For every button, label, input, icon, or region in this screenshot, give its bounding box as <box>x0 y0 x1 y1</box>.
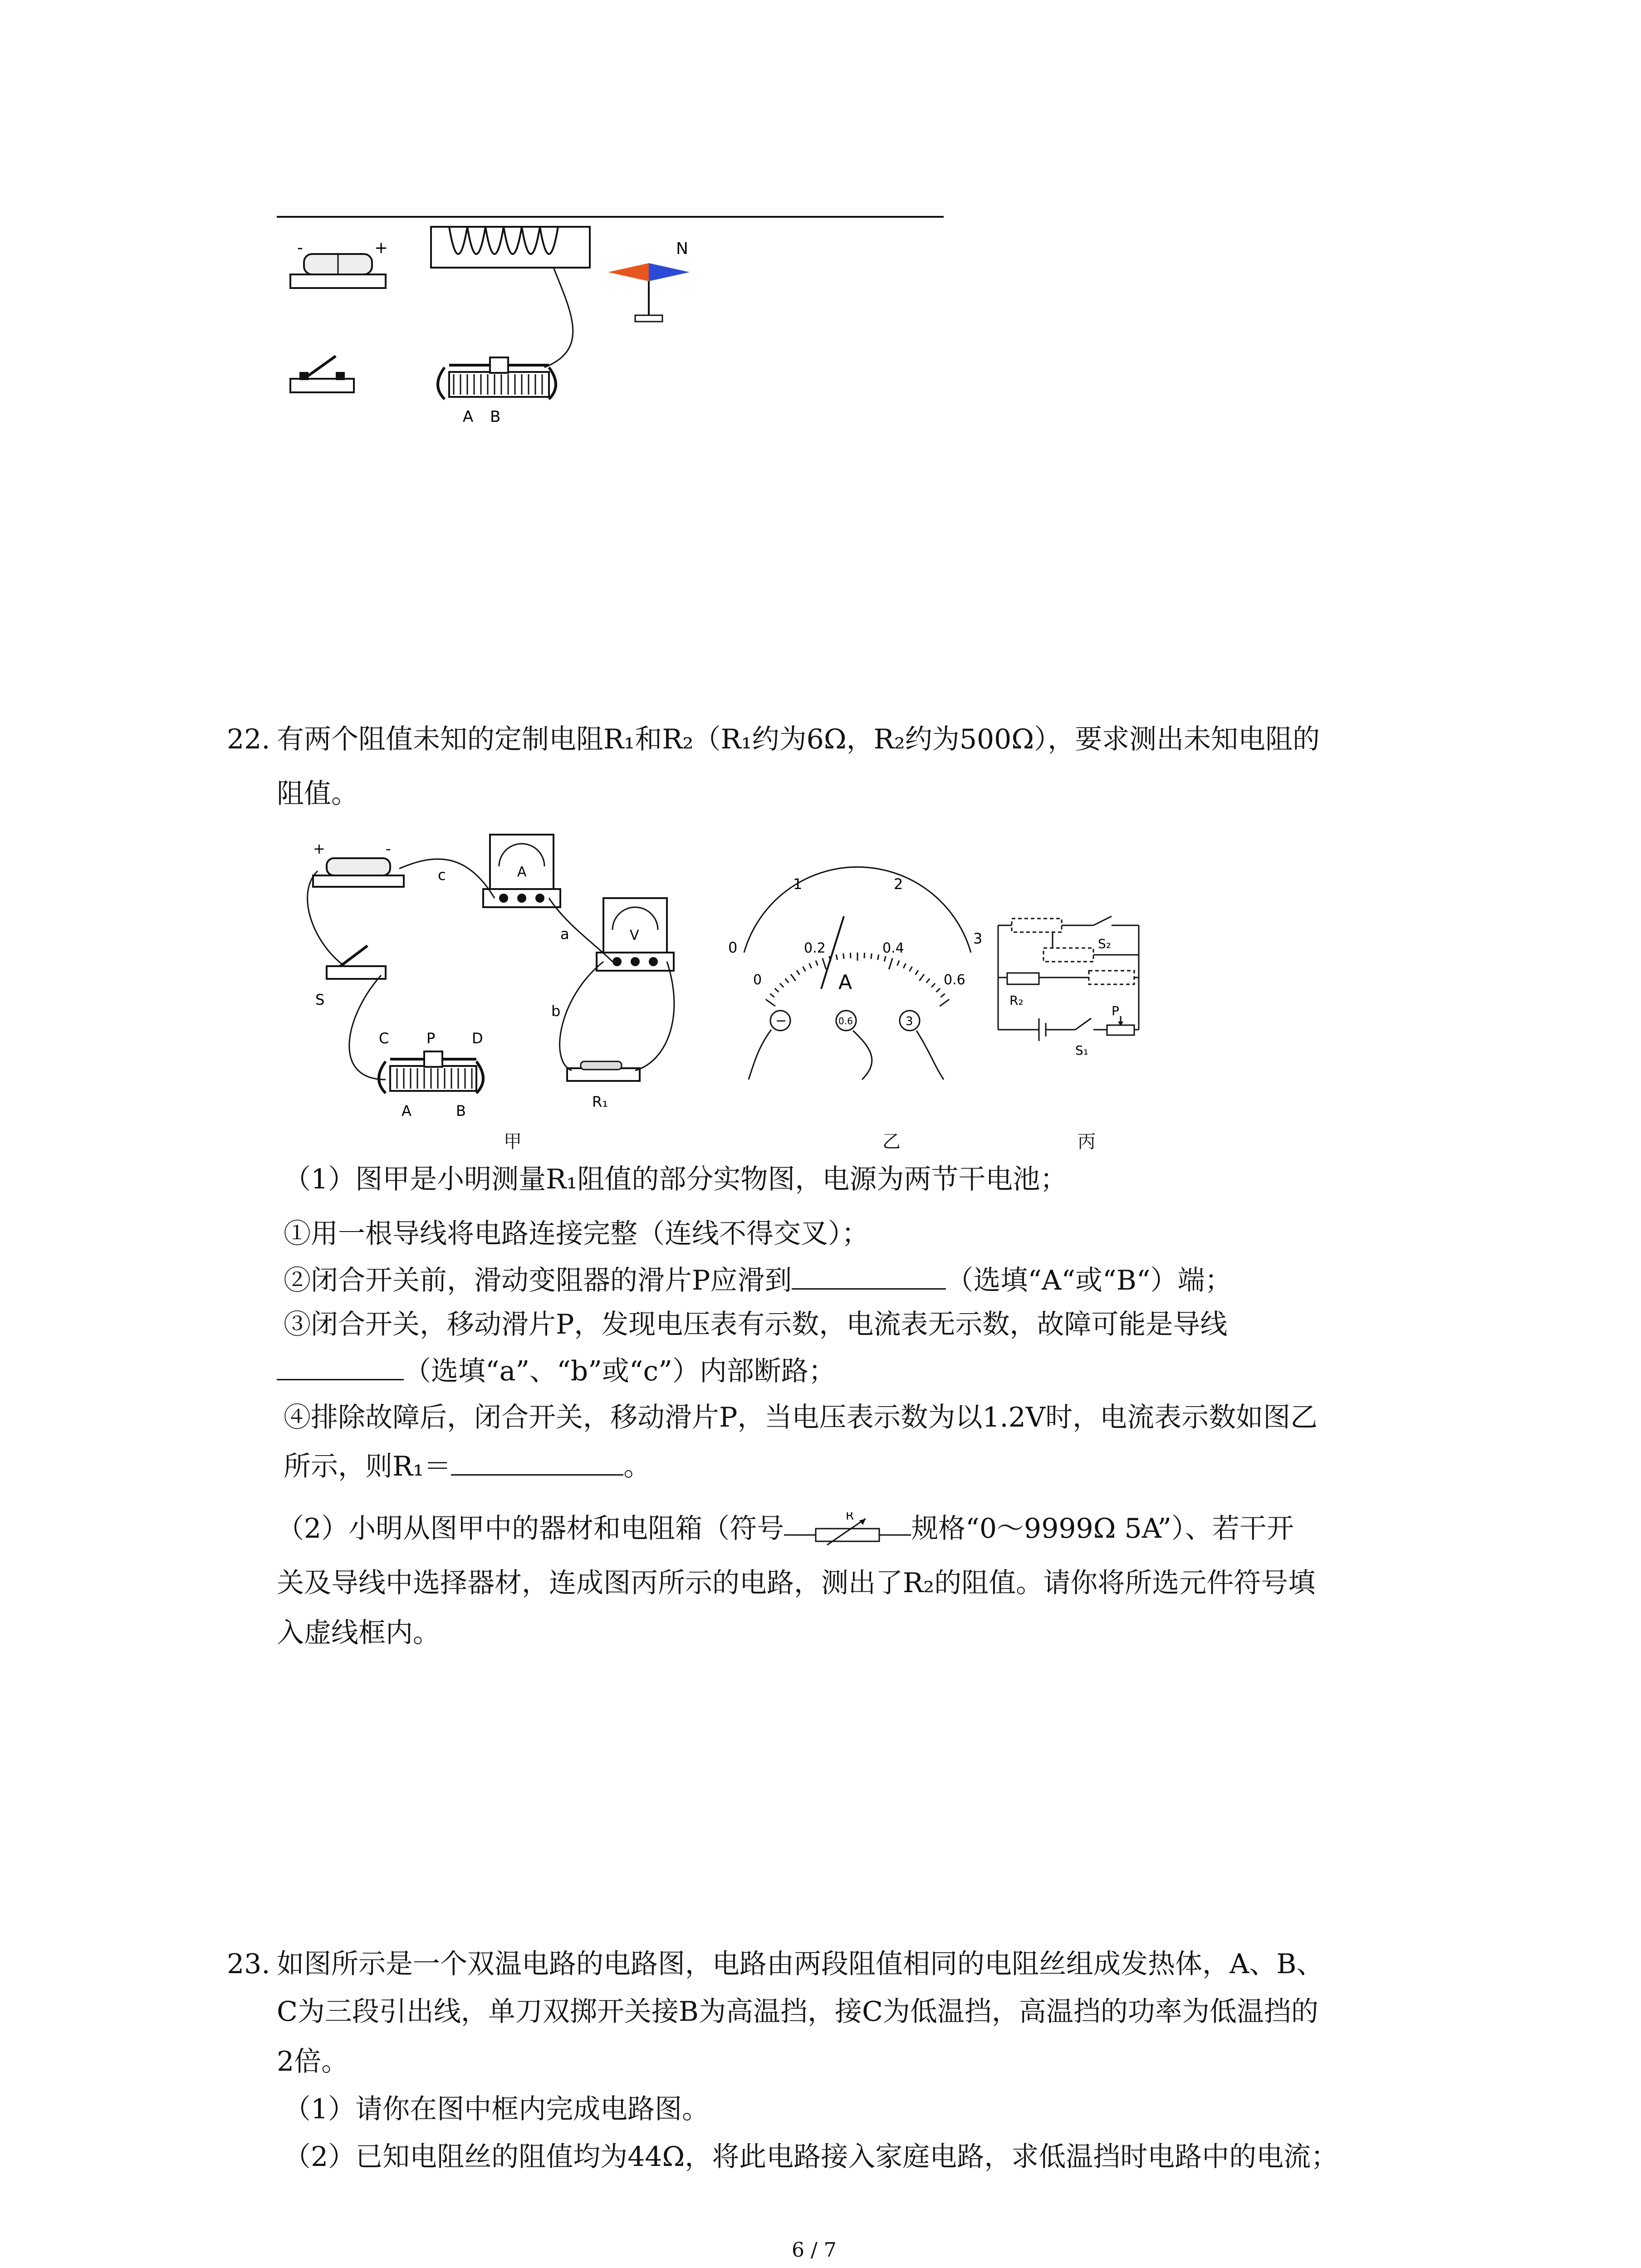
dial-tick <box>940 999 949 1006</box>
svg-text:P: P <box>1112 1003 1119 1018</box>
resistance-box-symbol-icon <box>784 1512 911 1549</box>
q22-step2 <box>284 1261 1232 1299</box>
q22-step4-line1: ④排除故障后，闭合开关，移动滑片P，当电压表示数为以1.2V时，电流表示数如图乙 <box>284 1402 1318 1433</box>
dial-tick <box>903 963 906 968</box>
dial-tick <box>803 967 806 972</box>
dashed-box-2 <box>1043 948 1093 962</box>
svg-text:1: 1 <box>793 875 803 893</box>
q23-stem-line2: C为三段引出线，单刀双掷开关接B为高温挡，接C为低温挡，高温挡的功率为低温挡的 <box>277 1996 1318 2028</box>
dashed-box-3 <box>1089 971 1134 984</box>
q22-number: 22. <box>227 723 270 755</box>
answer-blank-step3[interactable] <box>277 1352 404 1380</box>
svg-text:−: − <box>775 1013 787 1029</box>
svg-text:+: + <box>313 840 325 857</box>
dial-tick <box>775 988 779 992</box>
battery-icon <box>290 239 388 288</box>
dial-tick <box>766 999 775 1006</box>
dial-tick <box>791 974 796 981</box>
dial-tick <box>864 953 865 958</box>
svg-text:c: c <box>438 866 446 884</box>
dial-tick <box>916 970 918 975</box>
dial-tick <box>785 978 789 982</box>
svg-text:0: 0 <box>728 939 738 956</box>
q22-part2-line3: 入虚线框内。 <box>277 1617 440 1649</box>
q22-stem-line1: 有两个阻值未知的定制电阻R₁和R₂（R₁约为6Ω，R₂约为500Ω），要求测出未知电阻的 <box>277 723 1320 755</box>
caption-yi: 乙 <box>882 1131 901 1152</box>
dial-tick <box>884 956 886 962</box>
q22-step1: ①用一根导线将电路连接完整（连线不得交叉）； <box>284 1218 869 1250</box>
q22-step3-line1: ③闭合开关，移动滑片P，发现电压表有示数，电流表无示数，故障可能是导线 <box>284 1309 1228 1340</box>
q23-stem-line1: 如图所示是一个双温电路的电路图，电路由两段阻值相同的电阻丝组成发热体，A、B、 <box>277 1948 1324 1980</box>
svg-text:b: b <box>551 1002 561 1020</box>
dial-tick <box>797 970 799 975</box>
svg-text:R: R <box>846 1512 854 1523</box>
q22-step3-line2-text: （选填“a”、“b”或“c”）内部断路； <box>404 1355 836 1387</box>
q22-step4-post: 。 <box>623 1451 651 1482</box>
svg-text:0.6: 0.6 <box>944 972 965 988</box>
voltmeter-icon <box>597 898 674 971</box>
dial-tick <box>770 994 774 997</box>
svg-text:A: A <box>838 971 852 994</box>
q22-stem-line2: 阻值。 <box>277 778 358 810</box>
svg-text:+: + <box>374 239 388 257</box>
q22-part2-post: 规格“0～9999Ω 5A”）、若干开 <box>911 1513 1294 1545</box>
dial-tick <box>850 953 851 958</box>
figure-bing-circuit <box>989 903 1180 1061</box>
dial-tick <box>919 974 924 981</box>
electromagnet-figure <box>272 200 962 435</box>
dial-tick <box>889 958 892 969</box>
svg-text:0: 0 <box>753 972 762 988</box>
dial-tick <box>910 967 912 972</box>
svg-text:D: D <box>472 1030 483 1047</box>
caption-bing: 丙 <box>1078 1131 1096 1152</box>
dial-tick <box>836 954 837 960</box>
page-number: 6 / 7 <box>792 2239 837 2262</box>
dashed-box-1 <box>1012 919 1062 932</box>
dial-tick <box>897 961 899 966</box>
q22-step2-post: （选填“A“或“B“）端； <box>946 1265 1232 1296</box>
svg-text:A: A <box>463 408 474 426</box>
q22-step2-pre: ②闭合开关前，滑动变阻器的滑片P应滑到 <box>284 1265 792 1296</box>
svg-text:3: 3 <box>906 1015 913 1028</box>
switch-icon <box>290 356 354 392</box>
svg-text:S: S <box>315 991 325 1008</box>
svg-text:2: 2 <box>894 875 903 893</box>
q23-part2: （2）已知电阻丝的阻值均为44Ω，将此电路接入家庭电路，求低温挡时电路中的电流； <box>284 2141 1338 2173</box>
dial-tick <box>823 958 826 969</box>
svg-text:N: N <box>676 240 688 258</box>
svg-text:-: - <box>386 840 391 857</box>
svg-text:A: A <box>517 864 527 880</box>
battery-icon <box>313 840 404 887</box>
switch-icon <box>315 946 386 1008</box>
dial-tick <box>926 978 930 982</box>
answer-blank-r1[interactable] <box>451 1447 623 1476</box>
svg-text:a: a <box>560 925 569 943</box>
dial-tick <box>936 988 940 992</box>
dial-tick <box>878 954 879 960</box>
solenoid-coil <box>431 227 590 367</box>
svg-text:3: 3 <box>973 930 983 947</box>
resistor-r2 <box>1007 973 1039 984</box>
q22-part2-pre: （2）小明从图甲中的器材和电阻箱（符号 <box>277 1513 784 1545</box>
svg-text:R₁: R₁ <box>592 1093 608 1110</box>
svg-text:V: V <box>630 928 639 943</box>
figure-yi-ammeter-dial <box>708 853 1007 1089</box>
dial-tick <box>931 983 935 987</box>
resistor-r1-icon <box>567 1061 640 1110</box>
q22-step3-line2 <box>277 1352 836 1389</box>
svg-text:C: C <box>379 1030 389 1047</box>
svg-text:-: - <box>297 239 303 257</box>
q22-part2-line2: 关及导线中选择器材，连成图丙所示的电路，测出了R₂的阻值。请你将所选元件符号填 <box>277 1567 1316 1599</box>
q23-number: 23. <box>227 1948 270 1980</box>
svg-text:0.4: 0.4 <box>882 940 904 956</box>
svg-text:R₂: R₂ <box>1009 993 1024 1008</box>
answer-blank-step2[interactable] <box>792 1261 946 1290</box>
dial-tick <box>809 963 812 968</box>
compass-needle-icon <box>608 240 690 322</box>
dial-tick <box>843 953 844 959</box>
svg-text:0.2: 0.2 <box>804 940 826 956</box>
figure-jia-circuit <box>277 826 708 1143</box>
q22-part1-intro: （1）图甲是小明测量R₁阻值的部分实物图，电源为两节干电池； <box>284 1163 1068 1195</box>
caption-jia: 甲 <box>504 1131 522 1152</box>
rheostat-icon <box>438 357 556 426</box>
ammeter-icon <box>483 835 560 907</box>
q22-part2-line1 <box>277 1510 1294 1549</box>
dial-tick <box>780 983 784 987</box>
q22-step4-pre: 所示，则R₁＝ <box>284 1451 451 1482</box>
dial-tick <box>816 961 818 966</box>
svg-text:0.6: 0.6 <box>838 1016 853 1026</box>
svg-text:P: P <box>426 1030 436 1047</box>
svg-text:A: A <box>402 1102 411 1119</box>
dial-tick <box>941 994 945 997</box>
svg-text:S₁: S₁ <box>1075 1043 1088 1058</box>
svg-text:S₂: S₂ <box>1098 936 1111 951</box>
dial-tick <box>871 953 872 959</box>
q23-stem-line3: 2倍。 <box>277 2046 349 2077</box>
svg-text:B: B <box>490 408 501 426</box>
q22-step4-line2 <box>284 1447 651 1485</box>
svg-text:B: B <box>456 1102 466 1119</box>
rheostat-icon <box>379 1030 483 1119</box>
q23-part1: （1）请你在图中框内完成电路图。 <box>284 2093 710 2125</box>
